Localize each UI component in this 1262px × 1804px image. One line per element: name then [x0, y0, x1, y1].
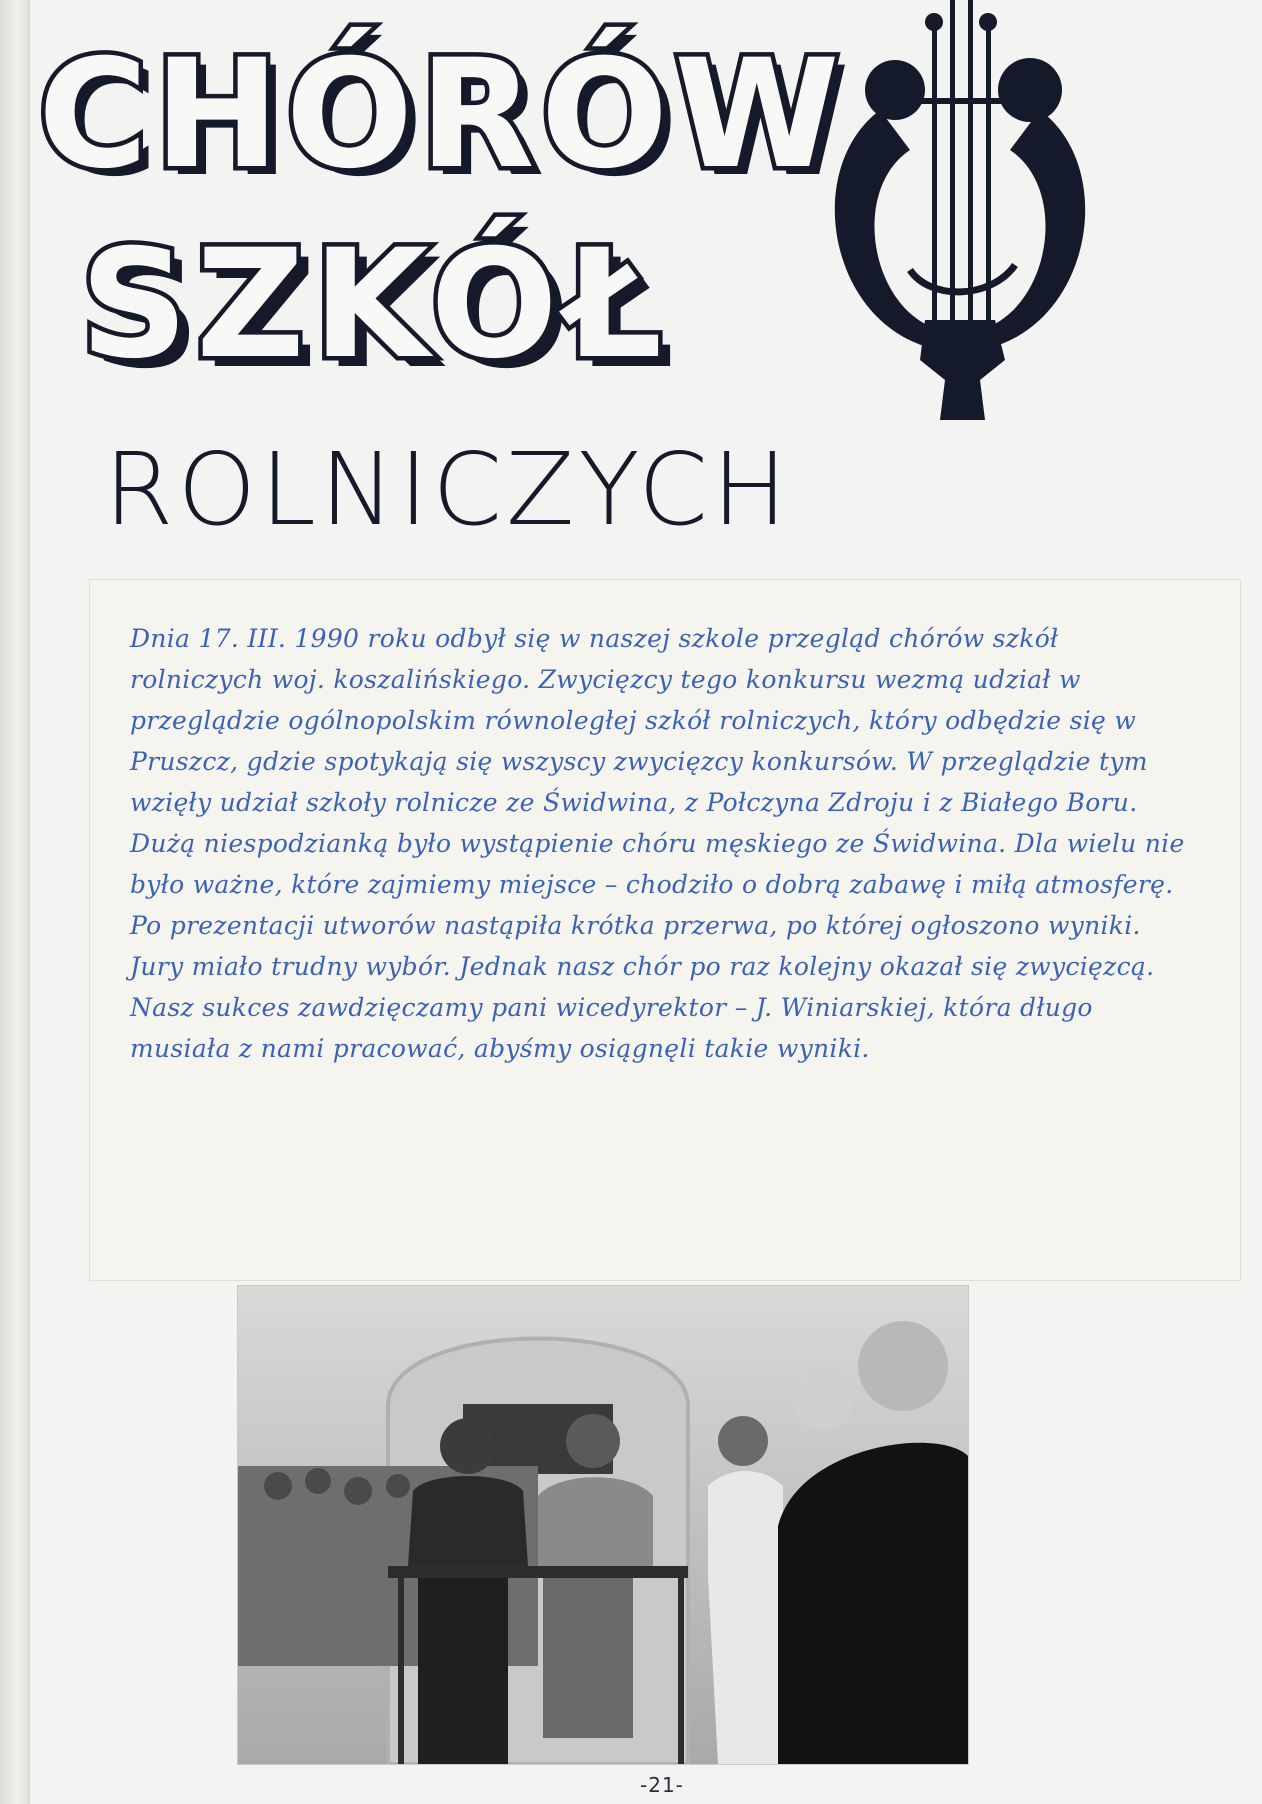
lyre-icon: [820, 0, 1100, 440]
text-card: [90, 580, 1240, 1280]
event-photo: [238, 1286, 968, 1764]
title-line-2: SZKÓŁ: [80, 218, 671, 392]
photo-icon: [238, 1286, 968, 1764]
page-number: -21-: [640, 1773, 684, 1797]
handwritten-paragraph: Dnia 17. III. 1990 roku odbył się w naszej szkole przegląd chórów szkół rolniczych woj. koszalińskiego. Zwycięzcy tego konkursu wezmą udział w przeglądzie ogólnopolskim równoległej szkół rolniczych, który odbędzie się w Pruszcz, gdzie spotykają się wszyscy zwycięzcy konkursów. W przeglądzie tym wzięły udział szkoły rolnicze ze Świdwina, z Połczyna Zdroju i z Białego Boru. Dużą niespodzianką było wystąpienie chóru męskiego ze Świdwina. Dla wielu nie było ważne, które zajmiemy miejsce – chodziło o dobrą zabawę i miłą atmosferę. Po prezentacji utworów nastąpiła krótka przerwa, po której ogłoszono wyniki. Jury miało trudny wybór. Jednak nasz chór po raz kolejny okazał się zwycięzcą. Nasz sukces zawdzięczamy pani wicedyrektor – J. Winiarskiej, która długo musiała z nami pracować, abyśmy osiągnęli takie wyniki.: [130, 624, 1185, 1063]
title-line-3: ROLNICZYCH: [104, 431, 792, 548]
title-line-1: CHÓRÓW: [38, 28, 846, 202]
album-binding: [0, 0, 28, 1804]
